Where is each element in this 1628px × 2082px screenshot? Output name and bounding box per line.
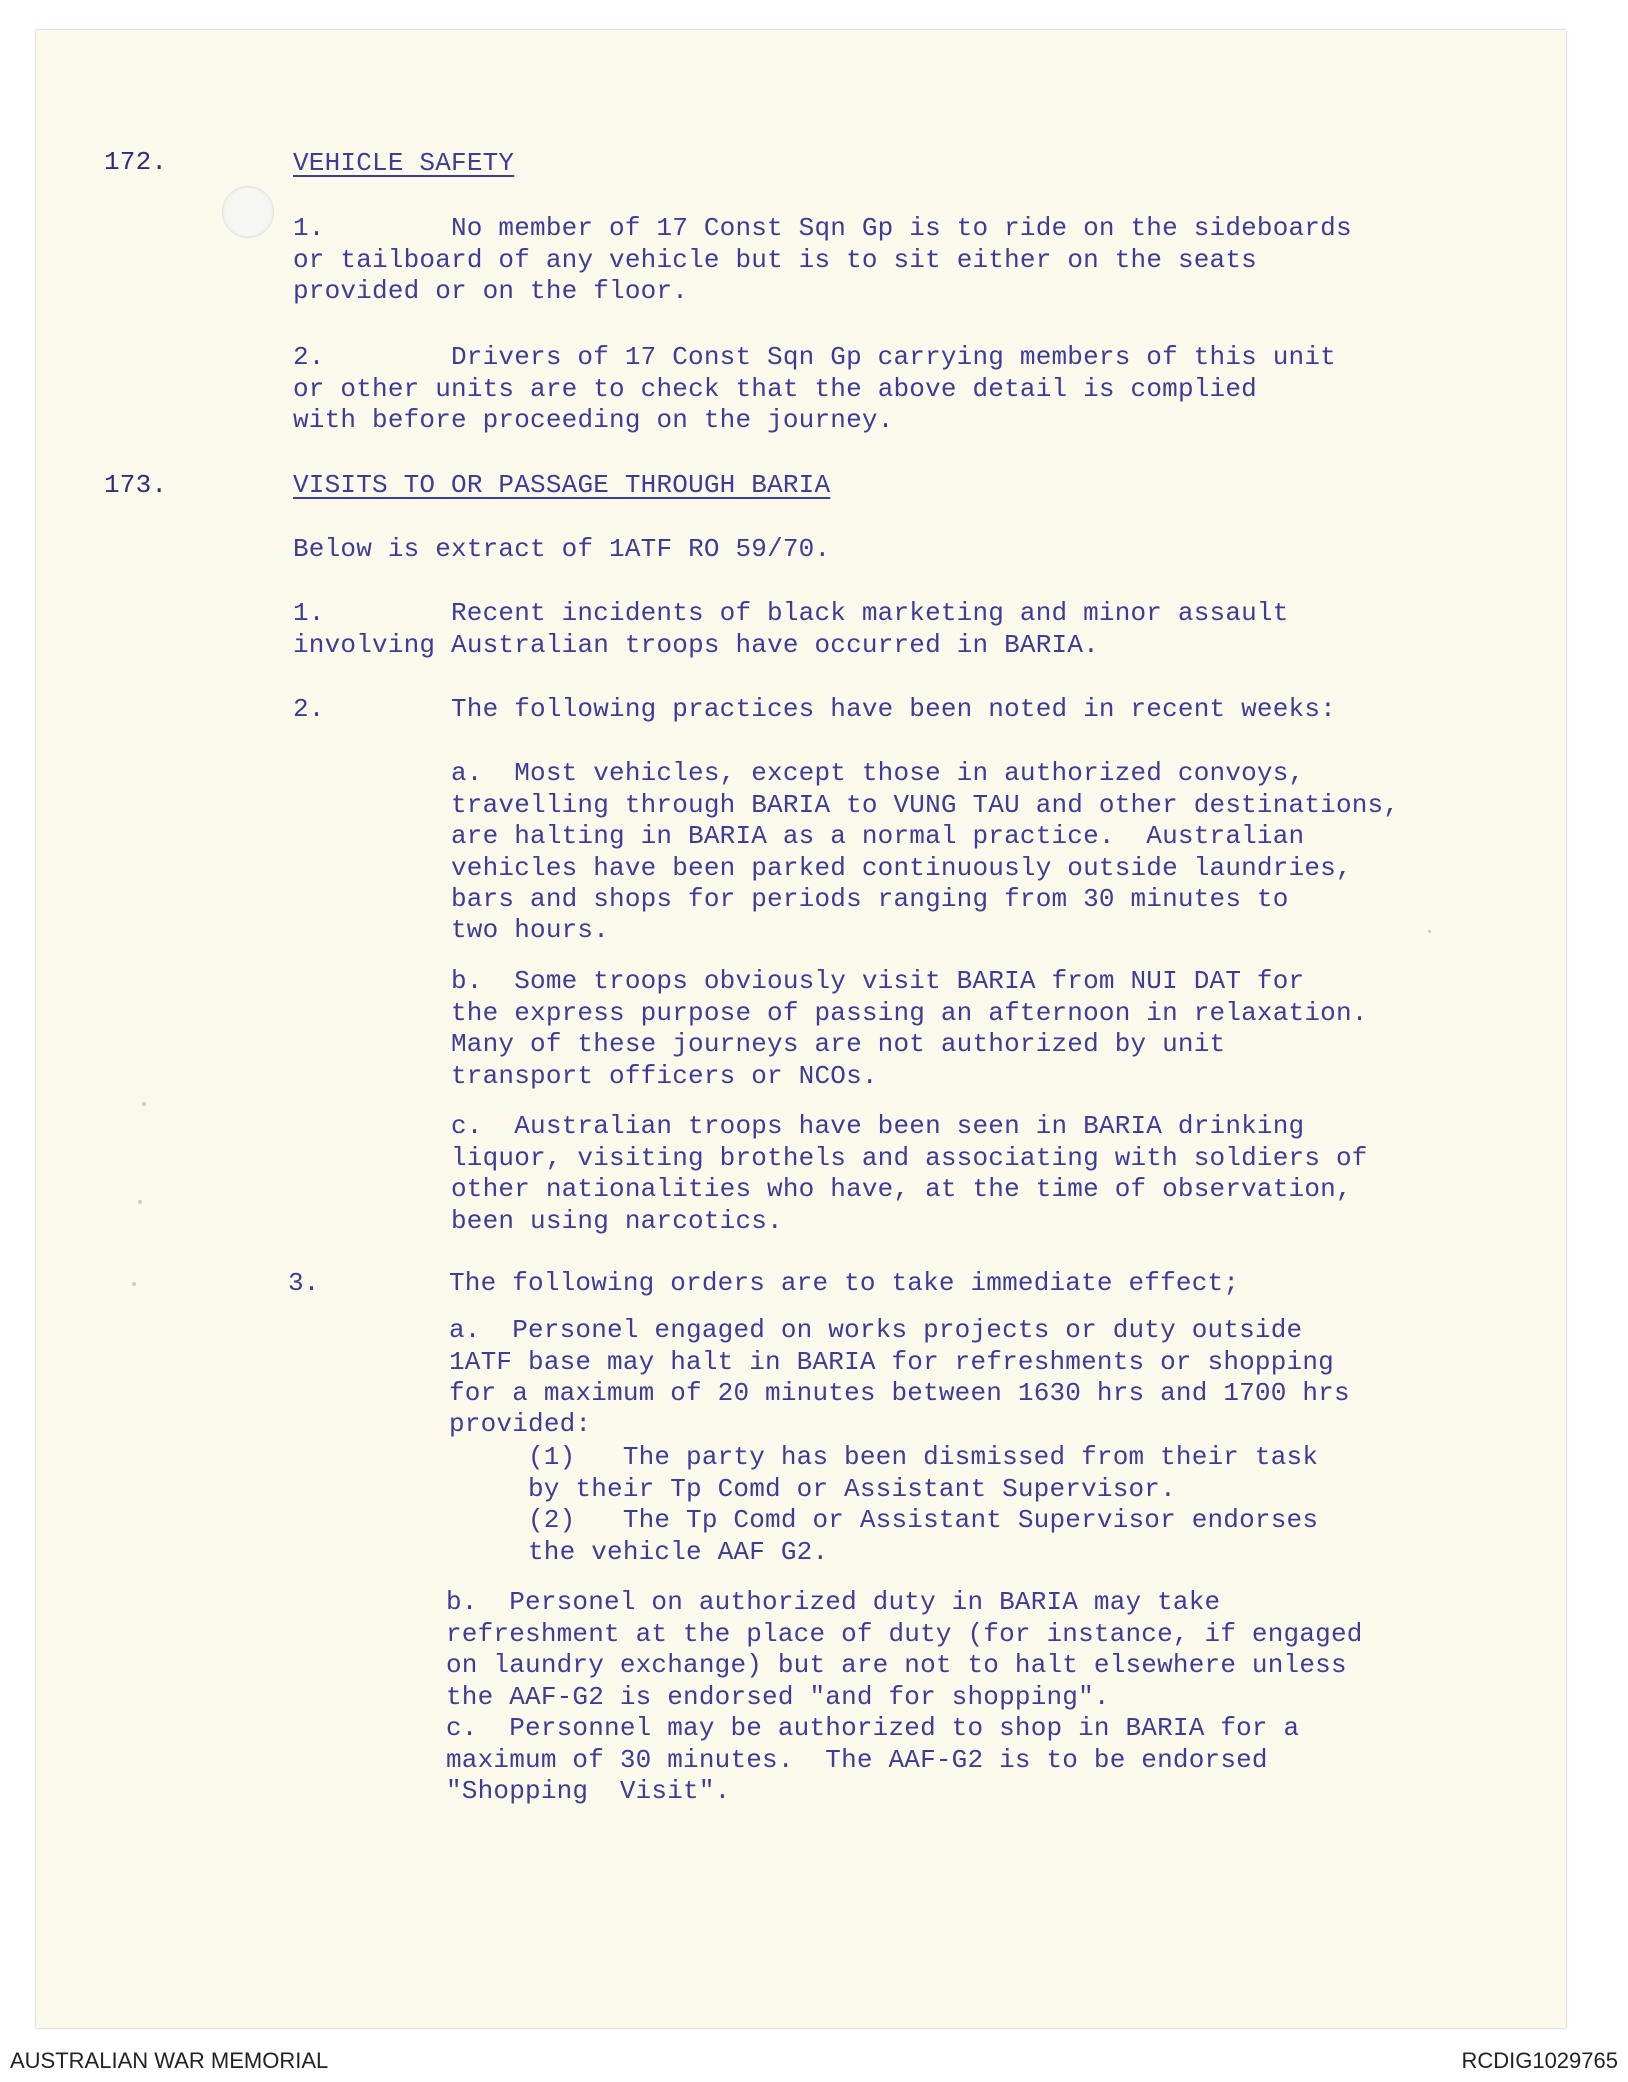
subparagraph-line: b. Personel on authorized duty in BARIA may take — [446, 1587, 1221, 1617]
paragraph-number: 3. — [288, 1268, 320, 1298]
paragraph-line: The following practices have been noted in recent weeks: — [451, 694, 1336, 724]
subsubparagraph-line: (1) The party has been dismissed from their task — [528, 1442, 1319, 1472]
section-heading: VISITS TO OR PASSAGE THROUGH BARIA — [293, 470, 831, 500]
subparagraph-line: a. Most vehicles, except those in authorized convoys, — [451, 758, 1305, 788]
subparagraph-line: are halting in BARIA as a normal practice. Australian — [451, 821, 1305, 851]
subparagraph-line: two hours. — [451, 915, 610, 945]
subparagraph-line: the express purpose of passing an afternoon in relaxation. — [451, 998, 1368, 1028]
paragraph-line: No member of 17 Const Sqn Gp is to ride on the sideboards — [451, 213, 1352, 243]
subparagraph-line: 1ATF base may halt in BARIA for refreshments or shopping — [449, 1347, 1334, 1377]
subparagraph-line: a. Personel engaged on works projects or duty outside — [449, 1315, 1303, 1345]
paper-speck — [132, 1282, 136, 1286]
paragraph-line: or other units are to check that the above detail is complied — [293, 374, 1257, 404]
paper-speck — [1428, 930, 1431, 933]
punch-hole — [222, 186, 274, 238]
subparagraph-line: vehicles have been parked continuously outside laundries, — [451, 853, 1352, 883]
paragraph-line: involving Australian troops have occurred in BARIA. — [293, 630, 1099, 660]
paragraph-line: with before proceeding on the journey. — [293, 405, 894, 435]
subparagraph-line: other nationalities who have, at the time of observation, — [451, 1174, 1352, 1204]
paragraph-line: provided or on the floor. — [293, 276, 689, 306]
subparagraph-line: for a maximum of 20 minutes between 1630 hrs and 1700 hrs — [449, 1378, 1350, 1408]
subparagraph-line: been using narcotics. — [451, 1206, 783, 1236]
subparagraph-line: b. Some troops obviously visit BARIA from NUI DAT for — [451, 966, 1305, 996]
intro-line: Below is extract of 1ATF RO 59/70. — [293, 534, 831, 564]
subparagraph-line: on laundry exchange) but are not to halt elsewhere unless — [446, 1650, 1347, 1680]
subparagraph-line: c. Personnel may be authorized to shop in BARIA for a — [446, 1713, 1300, 1743]
section-heading: VEHICLE SAFETY — [293, 148, 515, 178]
subparagraph-line: "Shopping Visit". — [446, 1776, 731, 1806]
section-number: 172. — [104, 147, 168, 177]
subsubparagraph-line: (2) The Tp Comd or Assistant Supervisor endorses — [528, 1505, 1319, 1535]
paragraph-number: 2. — [293, 342, 325, 372]
paragraph-number: 2. — [293, 694, 325, 724]
paragraph-line: Recent incidents of black marketing and minor assault — [451, 598, 1289, 628]
subparagraph-line: refreshment at the place of duty (for instance, if engaged — [446, 1619, 1363, 1649]
footer-archive-name: AUSTRALIAN WAR MEMORIAL — [10, 2048, 329, 2073]
subparagraph-line: Many of these journeys are not authorized by unit — [451, 1029, 1226, 1059]
paragraph-line: The following orders are to take immediate effect; — [449, 1268, 1240, 1298]
paragraph-line: or tailboard of any vehicle but is to sit either on the seats — [293, 245, 1257, 275]
subparagraph-line: bars and shops for periods ranging from 30 minutes to — [451, 884, 1289, 914]
section-number: 173. — [104, 470, 168, 500]
subparagraph-line: provided: — [449, 1409, 592, 1439]
subparagraph-line: maximum of 30 minutes. The AAF-G2 is to be endorsed — [446, 1745, 1268, 1775]
paper-speck — [142, 1102, 146, 1106]
subparagraph-line: c. Australian troops have been seen in BARIA drinking — [451, 1111, 1305, 1141]
paragraph-number: 1. — [293, 598, 325, 628]
subsubparagraph-line: the vehicle AAF G2. — [528, 1537, 829, 1567]
subparagraph-line: the AAF-G2 is endorsed "and for shopping". — [446, 1682, 1110, 1712]
subparagraph-line: transport officers or NCOs. — [451, 1061, 878, 1091]
subsubparagraph-line: by their Tp Comd or Assistant Supervisor. — [528, 1474, 1176, 1504]
subparagraph-line: liquor, visiting brothels and associating with soldiers of — [451, 1143, 1368, 1173]
footer-reference-id: RCDIG1029765 — [1461, 2048, 1618, 2073]
paragraph-line: Drivers of 17 Const Sqn Gp carrying members of this unit — [451, 342, 1336, 372]
paragraph-number: 1. — [293, 213, 325, 243]
subparagraph-line: travelling through BARIA to VUNG TAU and other destinations, — [451, 790, 1400, 820]
paper-speck — [138, 1200, 142, 1204]
